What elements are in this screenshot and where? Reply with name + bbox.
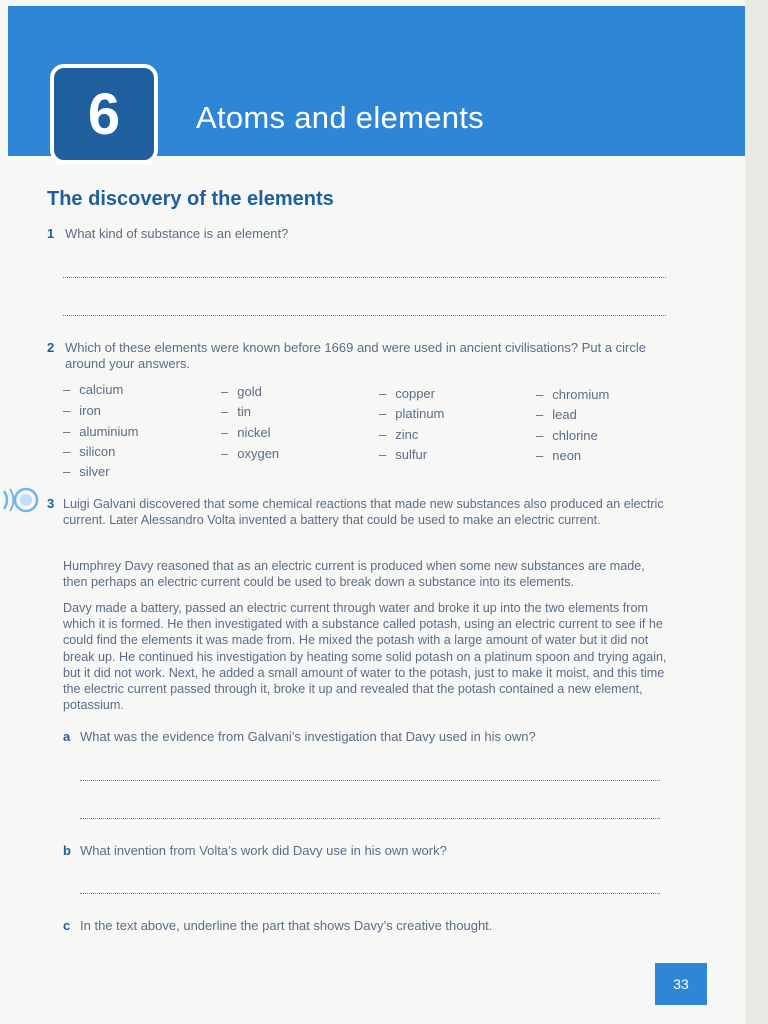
question-3-paragraph-2: Humphrey Davy reasoned that as an electric current is produced when some new substances are made, then perhaps an electric current could be used to break down a substance into its elements.: [63, 559, 645, 590]
question-1-answer-line-2[interactable]: [63, 315, 666, 316]
question-1-number: 1: [47, 226, 55, 241]
part-b-text: What invention from Volta’s work did Davy use in his own work?: [80, 843, 447, 858]
element-option[interactable]: – aluminium: [63, 424, 139, 439]
element-option[interactable]: – chlorine: [536, 428, 598, 443]
question-2-number: 2: [47, 340, 55, 355]
element-option[interactable]: – iron: [63, 403, 101, 418]
part-a-answer-line-1[interactable]: [80, 780, 660, 781]
element-option[interactable]: – sulfur: [379, 447, 428, 462]
element-option[interactable]: – oxygen: [221, 446, 280, 461]
chapter-number: 6: [87, 81, 121, 147]
element-option[interactable]: – calcium: [63, 382, 124, 397]
element-option[interactable]: – tin: [221, 404, 251, 419]
chapter-title: Atoms and elements: [196, 100, 484, 135]
part-b-letter: b: [63, 843, 71, 858]
challenge-icon: [0, 485, 40, 515]
part-c-text: In the text above, underline the part that shows Davy’s creative thought.: [80, 918, 493, 933]
element-option[interactable]: – lead: [536, 407, 577, 422]
question-1-answer-line-1[interactable]: [63, 277, 666, 278]
question-3-paragraph-3: Davy made a battery, passed an electric current through water and broke it up into the two elements from which it is formed. He then investigated with a substance called potash, using an electric current to see if he could find the elements it was made from. He mixed the potash with a large amount of water but it did not break up. He continued his investigation by heating some solid potash on a platinum spoon and trying again, but it did not work. Next, he added a small amount of water to the potash, just to make it moist, and this time the electric current passed through it, broke it up and revealed that the potash contained a new element, potassium.: [63, 601, 667, 713]
element-option[interactable]: – platinum: [379, 406, 445, 421]
element-option[interactable]: – copper: [379, 386, 435, 401]
question-3-number: 3: [47, 496, 55, 511]
section-heading: The discovery of the elements: [47, 188, 334, 210]
element-option[interactable]: – nickel: [221, 425, 271, 440]
question-1-text: What kind of substance is an element?: [65, 226, 289, 241]
part-a-text: What was the evidence from Galvani’s investigation that Davy used in his own?: [80, 729, 536, 744]
page-number: 33: [655, 963, 707, 1005]
element-option[interactable]: – chromium: [536, 387, 610, 402]
part-a-letter: a: [63, 729, 71, 744]
question-3-paragraph-1: Luigi Galvani discovered that some chemical reactions that made new substances also produced an electric current. Later Alessandro Volta invented a battery that could be used to make an electric current.: [63, 497, 664, 528]
element-option[interactable]: – gold: [221, 384, 262, 399]
question-2-text: Which of these elements were known before 1669 and were used in ancient civilisations? Put a circle around your answers.: [65, 340, 646, 371]
part-c-letter: c: [63, 918, 71, 933]
chapter-number-badge: [50, 64, 158, 164]
element-option[interactable]: – neon: [536, 448, 582, 463]
part-b-answer-line[interactable]: [80, 893, 660, 894]
part-a-answer-line-2[interactable]: [80, 818, 660, 819]
element-option[interactable]: – zinc: [379, 427, 419, 442]
element-option[interactable]: – silver: [63, 464, 110, 479]
page-edge: [745, 0, 768, 1024]
element-option[interactable]: – silicon: [63, 444, 116, 459]
